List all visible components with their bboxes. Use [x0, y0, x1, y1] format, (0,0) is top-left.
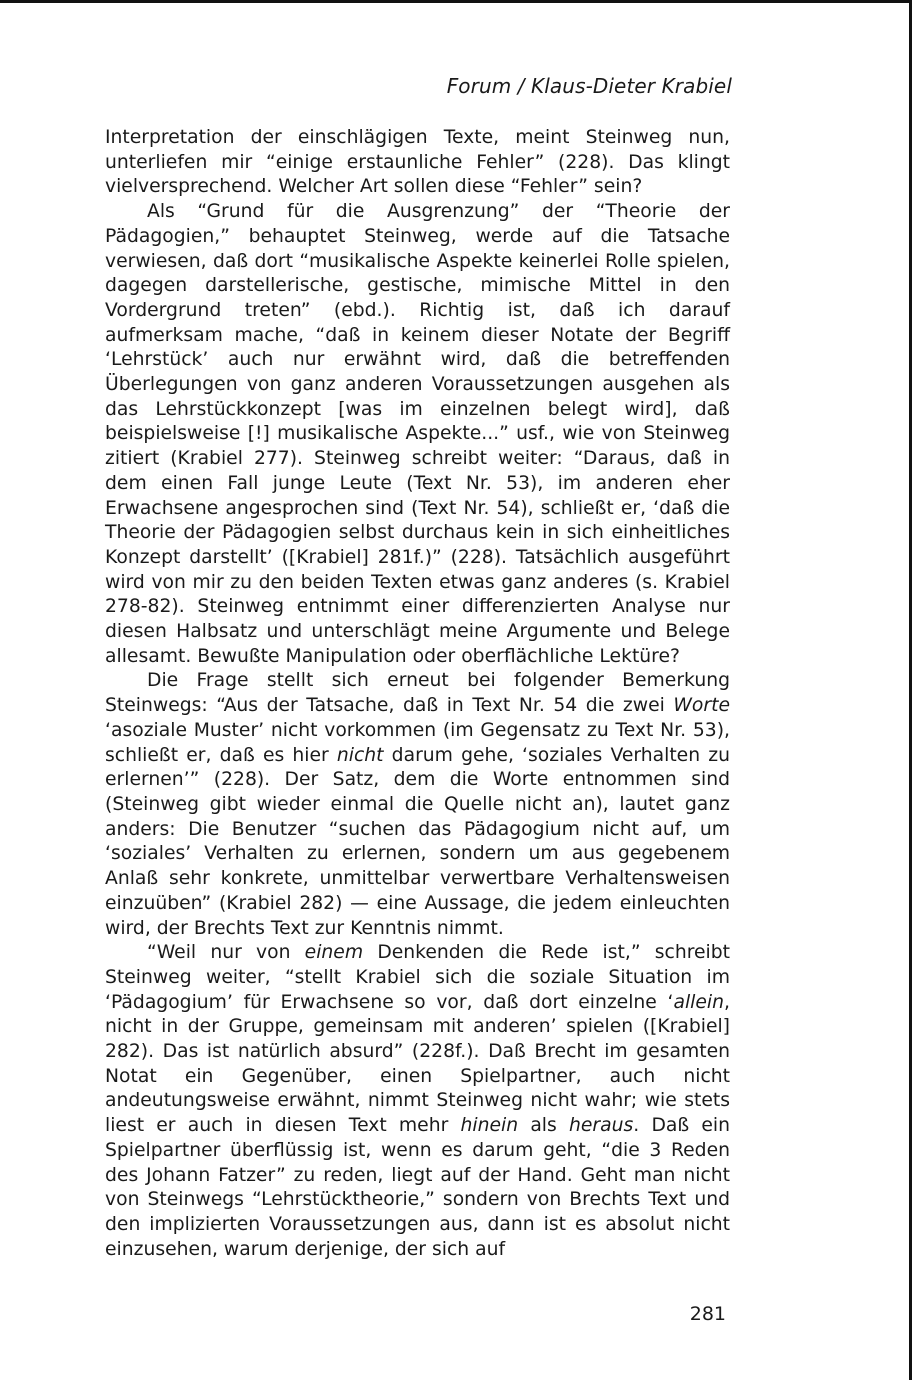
- text-run: “Weil nur von: [147, 942, 305, 964]
- text-run: Als “Grund für die Ausgrenzung” der “Theorie der Pädagogien,” behauptet Steinweg, werde auf die Tatsache verwiesen, daß dort “musikalische Aspekte keinerlei Rolle spielen, dagegen darstellerische, gestische, mimische Mittel in den Vordergrund treten” (ebd.). Richtig ist, daß ich darauf aufmerksam mache, “daß in keinem dieser Notate der Begriff ‘Lehrstück’ auch nur erwähnt wird, daß die betreffenden Überlegungen von ganz anderen Voraussetzungen ausgehen als das Lehrstückkonzept [was im einzelnen belegt wird], daß beispielsweise [!] musikalische Aspekte...” usf., wie von Steinweg zitiert (Krabiel 277). Steinweg schreibt weiter: “Daraus, daß in dem einen Fall junge Leute (Text Nr. 53), im anderen eher Erwachsene angesprochen sind (Text Nr. 54), schließt er, ‘daß die Theorie der Pädagogien selbst durchaus kein in sich einheitliches Konzept darstellt’ ([Krabiel] 281f.)” (228). Tatsächlich ausgeführt wird von mir zu den beiden Texten etwas ganz anderes (s. Krabiel 278-82). Steinweg entnimmt einer differenzierten Analyse nur diesen Halbsatz und unterschlägt meine Argumente und Belege allesamt. Bewußte Manipulation oder oberflächliche Lektüre?: [105, 201, 730, 667]
- paragraph-3: [105, 669, 730, 941]
- text-run: . Daß ein Spielpartner überflüssig ist, wenn es darum geht, “die 3 Reden des Johann Fatzer” zu reden, liegt auf der Hand. Geht man nicht von Steinwegs “Lehrstücktheorie,” sondern von Brechts Text und den implizierten Voraussetzungen aus, dann ist es absolut nicht einzusehen, warum derjenige, der sich auf: [105, 1115, 731, 1260]
- text-run: , nicht in der Gruppe, gemeinsam mit anderen’ spielen ([Krabiel] 282). Das ist natürlich absurd” (228f.). Daß Brecht im gesamten Notat ein Gegenüber, einen Spielpartner, auch nicht andeutungsweise erwähnt, nimmt Steinweg nicht wahr; wie stets liest er auch in diesen Text mehr: [105, 991, 730, 1137]
- page-top-edge: [0, 0, 912, 3]
- text-run: Denkenden die Rede ist,” schreibt Steinweg weiter, “stellt Krabiel sich die soziale Situation im ‘Pädagogium’ für Erwachsene so vor, daß dort einzelne ‘: [105, 942, 731, 1013]
- emphasized-text: einem: [304, 942, 364, 964]
- paragraph-4: [105, 941, 730, 1262]
- emphasized-text: Worte: [673, 695, 730, 717]
- emphasized-text: heraus: [569, 1115, 634, 1137]
- body-text: [105, 126, 730, 1262]
- emphasized-text: allein: [673, 991, 725, 1013]
- text-run: darum gehe, ‘soziales Verhalten zu erlernen’” (228). Der Satz, dem die Worte entnommen sind (Steinweg gibt wieder einmal die Quelle nicht an), lautet ganz anders: Die Benutzer “suchen das Pädagogium nicht auf, um ‘soziales’ Verhalten zu erlernen, sondern um aus gegebenem Anlaß sehr konkrete, unmittelbar verwertbare Verhaltensweisen einzuüben” (Krabiel 282) — eine Aussage, die jedem einleuchten wird, der Brechts Text zur Kenntnis nimmt.: [105, 744, 730, 939]
- paragraph-1: [105, 126, 730, 200]
- paragraph-2: [105, 200, 730, 669]
- emphasized-text: nicht: [336, 744, 384, 766]
- text-run: Interpretation der einschlägigen Texte, meint Steinweg nun, unterliefen mir “einige erstaunliche Fehler” (228). Das klingt vielversprechend. Welcher Art sollen diese “Fehler” sein?: [105, 127, 730, 198]
- emphasized-text: hinein: [460, 1115, 519, 1137]
- text-run: Die Frage stellt sich erneut bei folgender Bemerkung Steinwegs: “Aus der Tatsache, daß in Text Nr. 54 die zwei: [105, 670, 730, 717]
- text-run: ‘asoziale Muster’ nicht vorkommen (im Gegensatz zu Text Nr. 53), schließt er, daß es hier: [105, 719, 730, 766]
- page-number: 281: [689, 1303, 726, 1325]
- text-run: als: [518, 1115, 569, 1137]
- running-head: Forum / Klaus-Dieter Krabiel: [446, 74, 732, 98]
